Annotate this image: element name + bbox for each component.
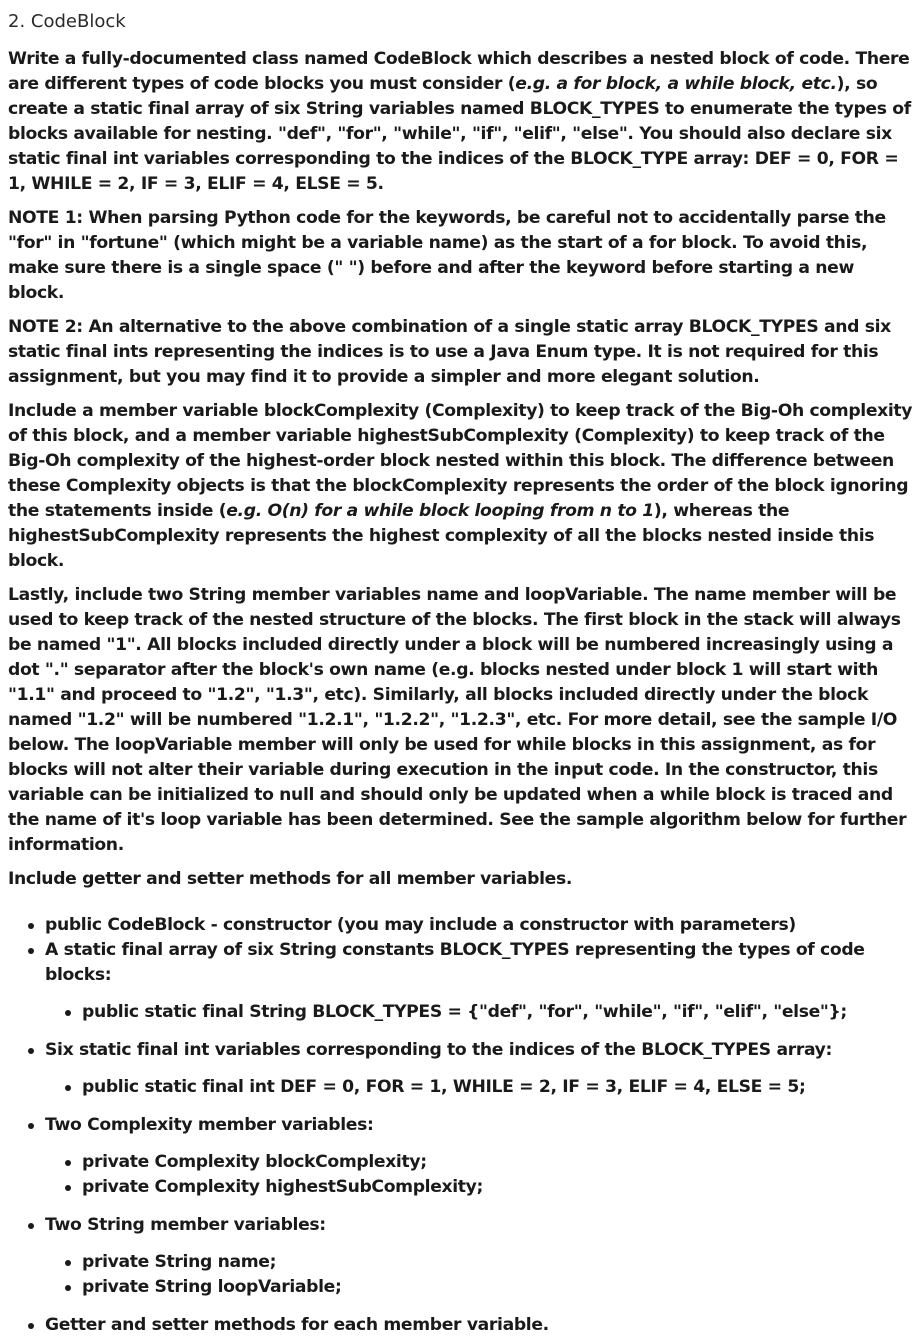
requirements-list: [8, 913, 914, 1338]
static-array-sublist: [45, 1000, 914, 1025]
note-2-paragraph: NOTE 2: An alternative to the above combination of a single static array BLOCK_TYPES and six static final ints representing the indices is to use a Java Enum type. It is not required for this assignment, but you may find it to provide a simpler and more elegant solution.: [8, 317, 891, 387]
string-members-text: Two String member variables:: [45, 1215, 326, 1235]
complexity-member-block: private Complexity blockComplexity;: [45, 1150, 914, 1175]
list-item-static-ints: [8, 1038, 914, 1100]
intro-example-italic: e.g. a for block, a while block, etc.: [515, 74, 837, 94]
complexity-member-highest: private Complexity highestSubComplexity;: [45, 1175, 914, 1200]
complexity-members-sublist: [45, 1150, 914, 1200]
note-1-paragraph: NOTE 1: When parsing Python code for the keywords, be careful not to accidentally parse the "for" in "fortune" (which might be a variable name) as the start of a for block. To avoid this, make sure there is a single space (" ") before and after the keyword before starting a new block.: [8, 208, 886, 303]
complexity-paragraph: [8, 399, 914, 574]
intro-paragraph: [8, 47, 914, 197]
static-ints-text: Six static final int variables corresponding to the indices of the BLOCK_TYPES array:: [45, 1040, 833, 1060]
getters-paragraph: Include getter and setter methods for all member variables.: [8, 869, 573, 889]
static-array-code: public static final String BLOCK_TYPES = {"def", "for", "while", "if", "elif", "else"};: [45, 1000, 914, 1025]
list-item-complexity-members: [8, 1113, 914, 1200]
list-item-static-array: [8, 938, 914, 1025]
list-item-getters-setters: Getter and setter methods for each member variable.: [8, 1313, 914, 1338]
complexity-example-italic: e.g. O(n) for a while block looping from n to 1: [226, 501, 654, 521]
complexity-members-text: Two Complexity member variables:: [45, 1115, 374, 1135]
lastly-paragraph: Lastly, include two String member variables name and loopVariable. The name member will be used to keep track of the nested structure of the blocks. The first block in the stack will always be named "1". All blocks included directly under a block will be numbered increasingly using a dot "." separator after the block's own name (e.g. blocks nested under block 1 will start with "1.1" and proceed to "1.2", "1.3", etc). Similarly, all blocks included directly under the block named "1.2" will be numbered "1.2.1", "1.2.2", "1.2.3", etc. For more detail, see the sample I/O below. The loopVariable member will only be used for while blocks in this assignment, as for blocks will not alter their variable during execution in the input code. In the constructor, this variable can be initialized to null and should only be updated when a while block is traced and the name of it's loop variable has been determined. See the sample algorithm below for further information.: [8, 585, 907, 855]
static-array-text: A static final array of six String constants BLOCK_TYPES representing the types of code blocks:: [45, 940, 865, 985]
list-item-constructor: public CodeBlock - constructor (you may include a constructor with parameters): [8, 913, 914, 938]
string-member-name: private String name;: [45, 1250, 914, 1275]
intro-text-start: Write a fully-documented class named CodeBlock which describes a nested block of code. There are different types of code blocks you must consider (: [8, 49, 910, 94]
static-ints-sublist: [45, 1075, 914, 1100]
list-item-string-members: [8, 1213, 914, 1300]
string-member-loop-variable: private String loopVariable;: [45, 1275, 914, 1300]
static-ints-code: public static final int DEF = 0, FOR = 1, WHILE = 2, IF = 3, ELIF = 4, ELSE = 5;: [45, 1075, 914, 1100]
complexity-text-end: ), whereas the highestSubComplexity represents the highest complexity of all the blocks nested inside this block.: [8, 501, 875, 571]
section-title: 2. CodeBlock: [8, 11, 126, 32]
complexity-text-start: Include a member variable blockComplexity (Complexity) to keep track of the Big-Oh complexity of this block, and a member variable highestSubComplexity (Complexity) to keep track of the Big-Oh complexity of the highest-order block nested within this block. The difference between these Complexity objects is that the blockComplexity represents the order of the block ignoring the statements inside (: [8, 401, 913, 521]
string-members-sublist: [45, 1250, 914, 1300]
intro-text-end: ), so create a static final array of six String variables named BLOCK_TYPES to enumerate the types of blocks available for nesting. "def", "for", "while", "if", "elif", "else". You should also declare six static final int variables corresponding to the indices of the BLOCK_TYPE array: DEF = 0, FOR = 1, WHILE = 2, IF = 3, ELIF = 4, ELSE = 5.: [8, 74, 911, 194]
